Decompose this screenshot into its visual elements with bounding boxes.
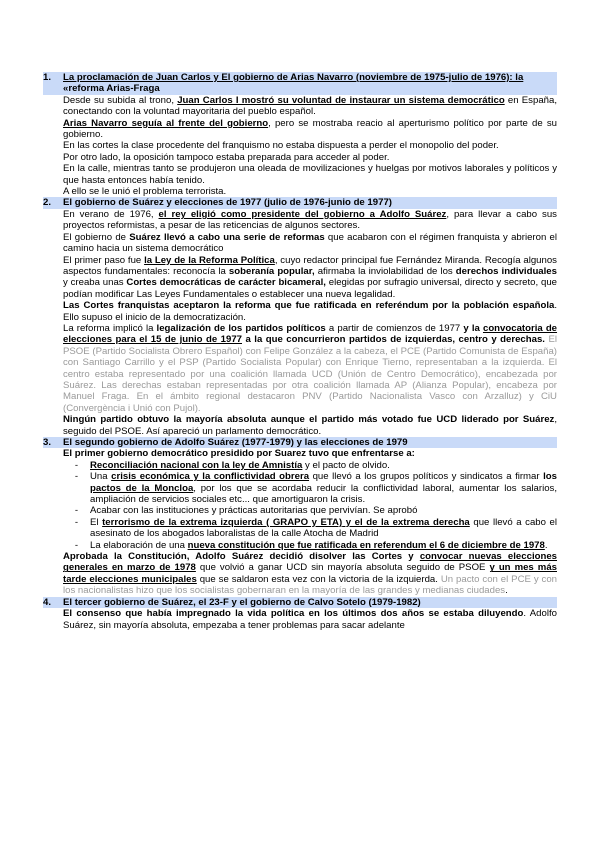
document-body xyxy=(43,72,557,631)
section-heading-text: El gobierno de Suárez y elecciones de 1977 (julio de 1976-junio de 1977) xyxy=(63,197,392,209)
paragraph: El consenso que había impregnado la vida política en los últimos dos años se estaba diluyendo. Adolfo Suárez, sin mayoría absoluta, empezaba a tener problemas para sacar adelante xyxy=(63,608,557,631)
section-heading-text: El segundo gobierno de Adolfo Suárez (1977-1979) y las elecciones de 1979 xyxy=(63,437,408,448)
section-heading-text: La proclamación de Juan Carlos y El gobierno de Arias Navarro (noviembre de 1975-julio de 1976): la xyxy=(63,72,524,83)
paragraph: A ello se le unió el problema terrorista. xyxy=(63,186,227,198)
section-body-4 xyxy=(63,608,557,631)
section-heading-1 xyxy=(43,72,557,95)
list-item: - El terrorismo de la extrema izquierda ( GRAPO y ETA) y el de la extrema derecha que llevó a cabo el asesinato de los abogados laboralistas de la calle Atocha de Madrid xyxy=(74,516,557,540)
paragraph: Por otro lado, la oposición tampoco estaba preparada para acceder al poder. xyxy=(63,151,390,163)
paragraph: En las cortes la clase procedente del franquismo no estaba dispuesta a perder el monopolio del poder. xyxy=(63,140,499,152)
paragraph: Arias Navarro seguía al frente del gobierno, pero se mostraba reacio al aperturismo político por parte de su gobierno. xyxy=(63,117,558,141)
section-heading-text: El tercer gobierno de Suárez, el 23-F y el gobierno de Calvo Sotelo (1979-1982) xyxy=(63,596,421,608)
paragraph: En la calle, mientras tanto se produjeron una oleada de movilizaciones y huelgas por motivos laborales y políticos y que hasta entonces había tenido. xyxy=(63,163,557,186)
list-item: - Una crisis económica y la conflictividad obrera que llevó a los grupos políticos y sindicatos a firmar los pactos de la Moncloa, por los que se acordaba reducir la conflictividad laboral, aumentar los salarios, ampliación de servicios sociales etc... que amortiguaron la crisis. xyxy=(74,471,557,506)
paragraph: El gobierno de Suárez llevó a cabo una serie de reformas que acabaron con el régimen franquista y abrieron el camino hacia un sistema democrático xyxy=(63,231,557,255)
section-body-2 xyxy=(63,209,557,437)
section-heading-text-tail: «reforma Arias-Fraga xyxy=(63,83,160,95)
paragraph: El primer gobierno democrático presidido por Suarez tuvo que enfrentarse a: xyxy=(63,448,415,460)
paragraph: Ningún partido obtuvo la mayoría absoluta aunque el partido más votado fue UCD liderado por Suárez, seguido del PSOE. Así apareció un parlamento democrático. xyxy=(63,414,557,437)
paragraph: El primer paso fue la Ley de la Reforma Política, cuyo redactor principal fue Fernández Miranda. Recogía algunos aspectos fundamentales: reconocía la soberanía popular, afirmaba la inviolabilidad de los derechos individuales y creaba unas Cortes democráticas de carácter bicameral, elegidas por sufragio universal, directo y secreto, que podían modificar Las Leyes Fundamentales o establecer una nueva legalidad. xyxy=(63,254,557,300)
section-body-3 xyxy=(63,448,557,596)
paragraph: La reforma implicó la legalización de los partidos políticos a partir de comienzos de 1977 y la convocatoria de elecciones para el 15 de junio de 1977 a la que concurrieron partidos de izquierdas, centro y derechas. El PSOE (Partido Socialista Obrero Español) con Felipe González a la cabeza, el PCE (Partido Comunista de España) con Santiago Carrillo y el PSP (Partido Socialista Popular) con Enrique Tierno, representaban a la izquierda. El centro estaba representado por una coalición llamada UCD (Unión de Centro Democrático), encabezada por Suárez. Las derechas estaban representadas por otra coalición llamada AP (Alianza Popular), encabeza por Manuel Fraga. En el ámbito regional destacaron PNV (Partido Nacionalista Vasco con Arzalluz) y CiU (Convergència i Unió con Pujol). xyxy=(63,322,558,414)
section-number: 1. xyxy=(43,72,52,83)
section-heading-3 xyxy=(43,437,557,448)
list-item: - Reconciliación nacional con la ley de Amnistía y el pacto de olvido. xyxy=(74,459,390,471)
section-body-1 xyxy=(63,95,557,198)
section-heading-2 xyxy=(43,197,557,208)
paragraph: Las Cortes franquistas aceptaron la reforma que fue ratificada en referéndum por la población española. Ello supuso el inicio de la democratización. xyxy=(63,300,557,323)
section-number: 4. xyxy=(43,596,52,608)
challenge-list xyxy=(63,460,557,551)
section-number: 2. xyxy=(43,197,52,209)
paragraph: Desde su subida al trono, Juan Carlos I mostró su voluntad de instaurar un sistema democrático en España, conectando con la voluntad mayoritaria del pueblo español. xyxy=(63,94,557,118)
section-heading-4 xyxy=(43,597,557,608)
paragraph: En verano de 1976, el rey eligió como presidente del gobierno a Adolfo Suárez, para llevar a cabo sus proyectos reformistas, a pesar de las reticencias de algunos sectores. xyxy=(63,208,557,232)
list-item: - Acabar con las instituciones y prácticas autoritarias que pervivían. Se aprobó xyxy=(74,505,418,517)
list-item: - La elaboración de una nueva constitución que fue ratificada en referendum el 6 de diciembre de 1978. xyxy=(74,539,548,551)
section-number: 3. xyxy=(43,437,52,448)
paragraph: Aprobada la Constitución, Adolfo Suárez decidió disolver las Cortes y convocar nuevas elecciones generales en marzo de 1978 que volvió a ganar UCD sin mayoría absoluta seguido de PSOE y un mes más tarde elecciones municipales que se saldaron esta vez con la victoria de la izquierda. Un pacto con el PCE y con los nacionalistas hizo que los socialistas gobernaran en la mayoría de las grandes y medianas ciudades. xyxy=(63,551,558,597)
